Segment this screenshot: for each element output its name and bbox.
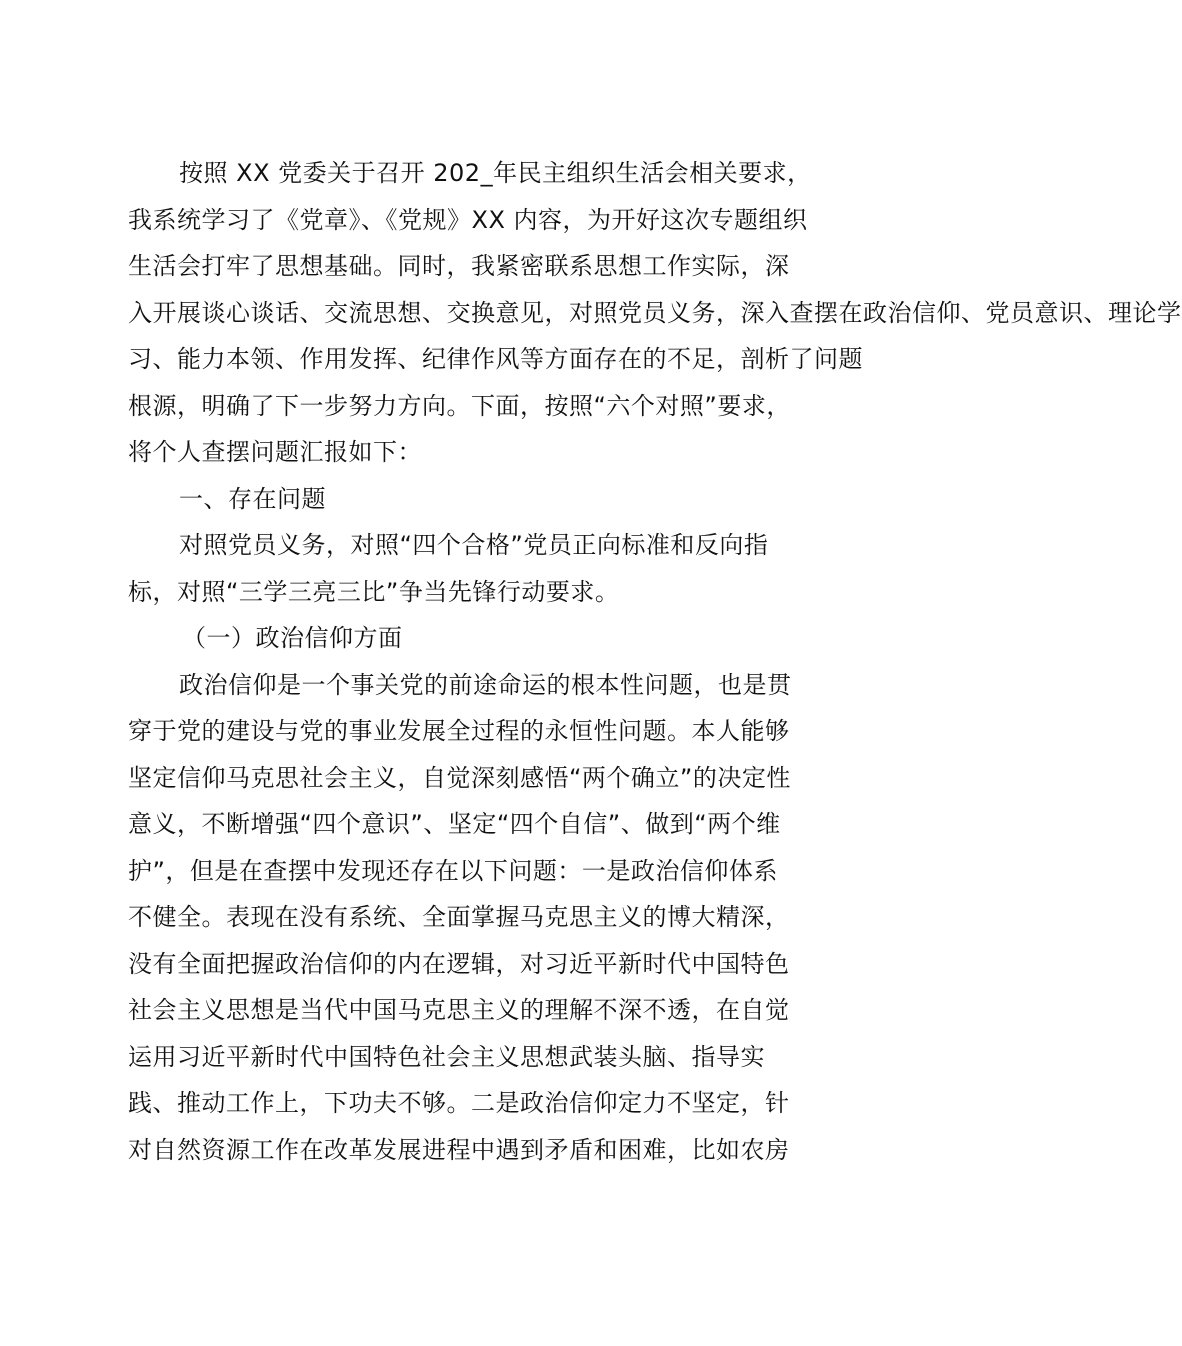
paragraph-line: 意义，不断增强“四个意识”、坚定“四个自信”、做到“两个维 (128, 810, 781, 838)
subsection-heading: （一）政治信仰方面 (182, 624, 403, 652)
paragraph-line: 按照 XX 党委关于召开 202_年民主组织生活会相关要求， (179, 159, 812, 187)
paragraph-line: 护”，但是在查摆中发现还存在以下问题：一是政治信仰体系 (128, 857, 778, 885)
paragraph-line: 对自然资源工作在改革发展进程中遇到矛盾和困难，比如农房 (128, 1136, 790, 1164)
paragraph-line: 没有全面把握政治信仰的内在逻辑，对习近平新时代中国特色 (128, 950, 790, 978)
paragraph-line: 生活会打牢了思想基础。同时，我紧密联系思想工作实际，深 (128, 252, 790, 280)
paragraph-line: 入开展谈心谈话、交流思想、交换意见，对照党员义务，深入查摆在政治信仰、党员意识、理论学 (128, 299, 1182, 327)
paragraph-line: 运用习近平新时代中国特色社会主义思想武装头脑、指导实 (128, 1043, 765, 1071)
paragraph-line: 社会主义思想是当代中国马克思主义的理解不深不透，在自觉 (128, 996, 790, 1024)
paragraph-line: 我系统学习了《党章》、《党规》XX 内容，为开好这次专题组织 (128, 206, 808, 234)
paragraph-line: 根源，明确了下一步努力方向。下面，按照“六个对照”要求， (128, 392, 791, 420)
paragraph-line: 标，对照“三学三亮三比”争当先锋行动要求。 (128, 578, 620, 606)
paragraph-line: 践、推动工作上，下功夫不够。二是政治信仰定力不坚定，针 (128, 1089, 790, 1117)
paragraph-line: 坚定信仰马克思社会主义，自觉深刻感悟“两个确立”的决定性 (128, 764, 791, 792)
section-heading: 一、存在问题 (179, 485, 326, 513)
paragraph-line: 政治信仰是一个事关党的前途命运的根本性问题，也是贯 (179, 671, 792, 699)
paragraph-line: 不健全。表现在没有系统、全面掌握马克思主义的博大精深， (128, 903, 790, 931)
paragraph-line: 将个人查摆问题汇报如下： (128, 438, 422, 466)
paragraph-line: 习、能力本领、作用发挥、纪律作风等方面存在的不足，剖析了问题 (128, 345, 863, 373)
paragraph-line: 穿于党的建设与党的事业发展全过程的永恒性问题。本人能够 (128, 717, 790, 745)
paragraph-line: 对照党员义务，对照“四个合格”党员正向标准和反向指 (179, 531, 769, 559)
